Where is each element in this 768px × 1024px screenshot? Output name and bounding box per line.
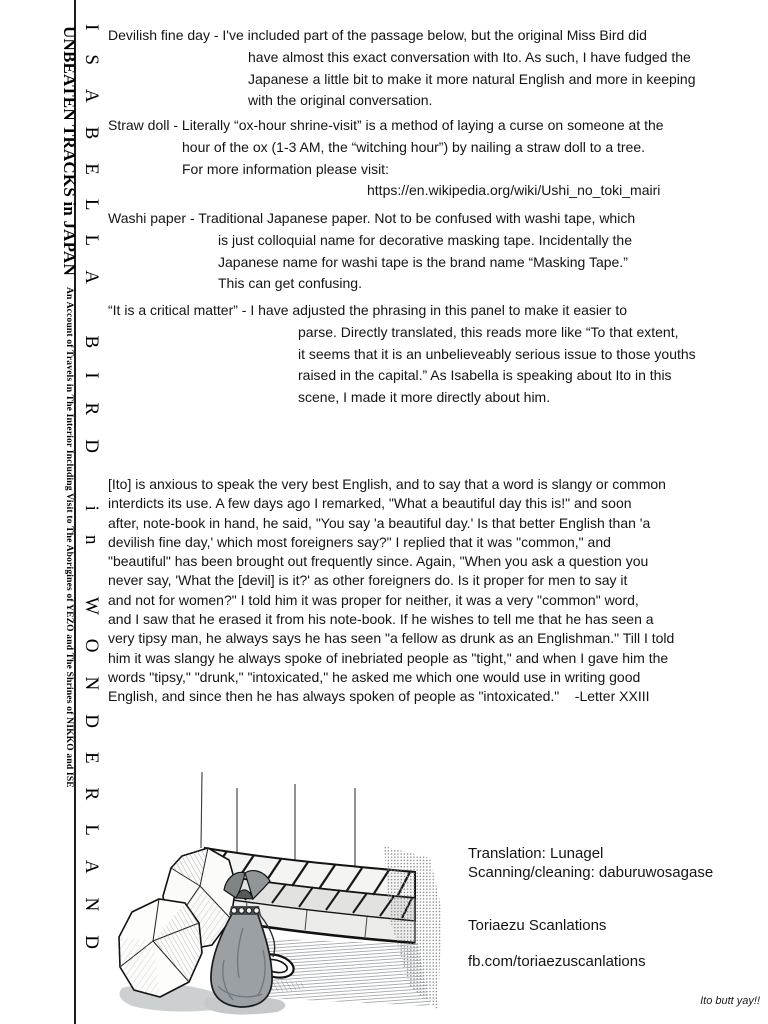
letter-line: and I saw that he erased it from his note-book. If he wishes to tell me that he has seen a <box>108 611 654 628</box>
note-line: parse. Directly translated, this reads more like “To that extent, <box>298 323 679 340</box>
note-line: have almost this exact conversation with Ito. As such, I have fudged the <box>248 48 691 65</box>
note-line: hour of the ox (1-3 AM, the “witching hour”) by nailing a straw doll to a tree. <box>182 138 646 155</box>
credit-scanning: Scanning/cleaning: daburuwosagase <box>468 864 714 881</box>
note-washi-paper <box>108 208 635 295</box>
facebook-url[interactable]: fb.com/toriaezuscanlations <box>468 953 646 970</box>
note-line: Washi paper - Traditional Japanese paper. Not to be confused with washi tape, which <box>108 210 636 226</box>
spine-name-vertical: ISABELLA BIRD in WONDERLAND <box>81 24 102 974</box>
book-title: UNBEATEN TRACKS in JAPAN <box>60 26 79 276</box>
letter-line: very tipsy man, he always says he has seen "a fellow as drunk as an Englishman." Till I told <box>108 630 675 647</box>
note-line: Japanese a little bit to make it more natural English and more in keeping <box>248 70 696 87</box>
letter-line: and not for women?" I told him it was proper for neither, it was a very "common" word, <box>108 591 639 608</box>
note-straw-doll <box>108 115 664 202</box>
note-line: with the original conversation. <box>248 92 433 109</box>
wikipedia-url[interactable]: https://en.wikipedia.org/wiki/Ushi_no_toki_mairi <box>367 182 661 199</box>
book-subtitle: An Account of Travels in The Interior Including Visit to The Aborigines of YEZO and The Shrines of NIKKO and ISE <box>64 286 74 788</box>
letter-line: words "tipsy," "drunk," "intoxicated," he asked me which one would use in writing good <box>108 668 641 685</box>
rock-sketch-front <box>119 899 202 997</box>
letter-line: him it was slangy he always spoke of inebriated people as "tight," and when I gave him the <box>108 649 669 666</box>
note-line: Devilish fine day - I've included part of the passage below, but the original Miss Bird did <box>108 27 647 43</box>
note-critical-matter <box>108 300 696 409</box>
letter-line: after, note-book in hand, he said, "You say 'a beautiful day.' Is that better English than 'a <box>108 514 651 531</box>
note-line: Japanese name for washi tape is the brand name “Masking Tape.” <box>218 253 628 270</box>
letter-line: "beautiful" has been brought out frequently since. Again, "When you ask a question you <box>108 553 649 570</box>
letter-line: interdicts its use. A few days ago I remarked, "What a beautiful day this is!" and soon <box>108 495 632 512</box>
note-devilish-fine-day <box>108 25 695 112</box>
illustration-rocks-and-pouch <box>112 760 448 1020</box>
letter-line: devilish fine day,' which most foreigners say?" I replied that it was "common," and <box>108 533 611 550</box>
letter-line: English, and since then he has always spoken of people as "intoxicated." -Letter XXIII <box>108 688 650 705</box>
letter-line: [Ito] is anxious to speak the very best English, and to say that a word is slangy or common <box>108 476 666 492</box>
credit-translation: Translation: Lunagel <box>468 845 604 862</box>
note-line: For more information please visit: <box>182 160 389 177</box>
note-line: raised in the capital.” As Isabella is speaking about Ito in this <box>298 367 672 384</box>
note-line: scene, I made it more directly about him. <box>298 389 551 406</box>
footer-joke: Ito butt yay!! <box>700 995 760 1007</box>
note-line: is just colloquial name for decorative masking tape. Incidentally the <box>218 231 632 248</box>
letter-line: never say, 'What the [devil] is it?' as other foreigners do. Is it proper for men to say it <box>108 572 628 589</box>
letter-excerpt <box>108 475 674 707</box>
scanlation-group-name: Toriaezu Scanlations <box>468 917 607 934</box>
note-line: it seems that it is an unbelieveably serious issue to those youths <box>298 345 696 362</box>
note-line: “It is a critical matter” - I have adjusted the phrasing in this panel to make it easier to <box>108 302 628 318</box>
note-line: Straw doll - Literally “ox-hour shrine-visit” is a method of laying a curse on someone at the <box>108 117 664 133</box>
note-line: This can get confusing. <box>218 275 362 292</box>
